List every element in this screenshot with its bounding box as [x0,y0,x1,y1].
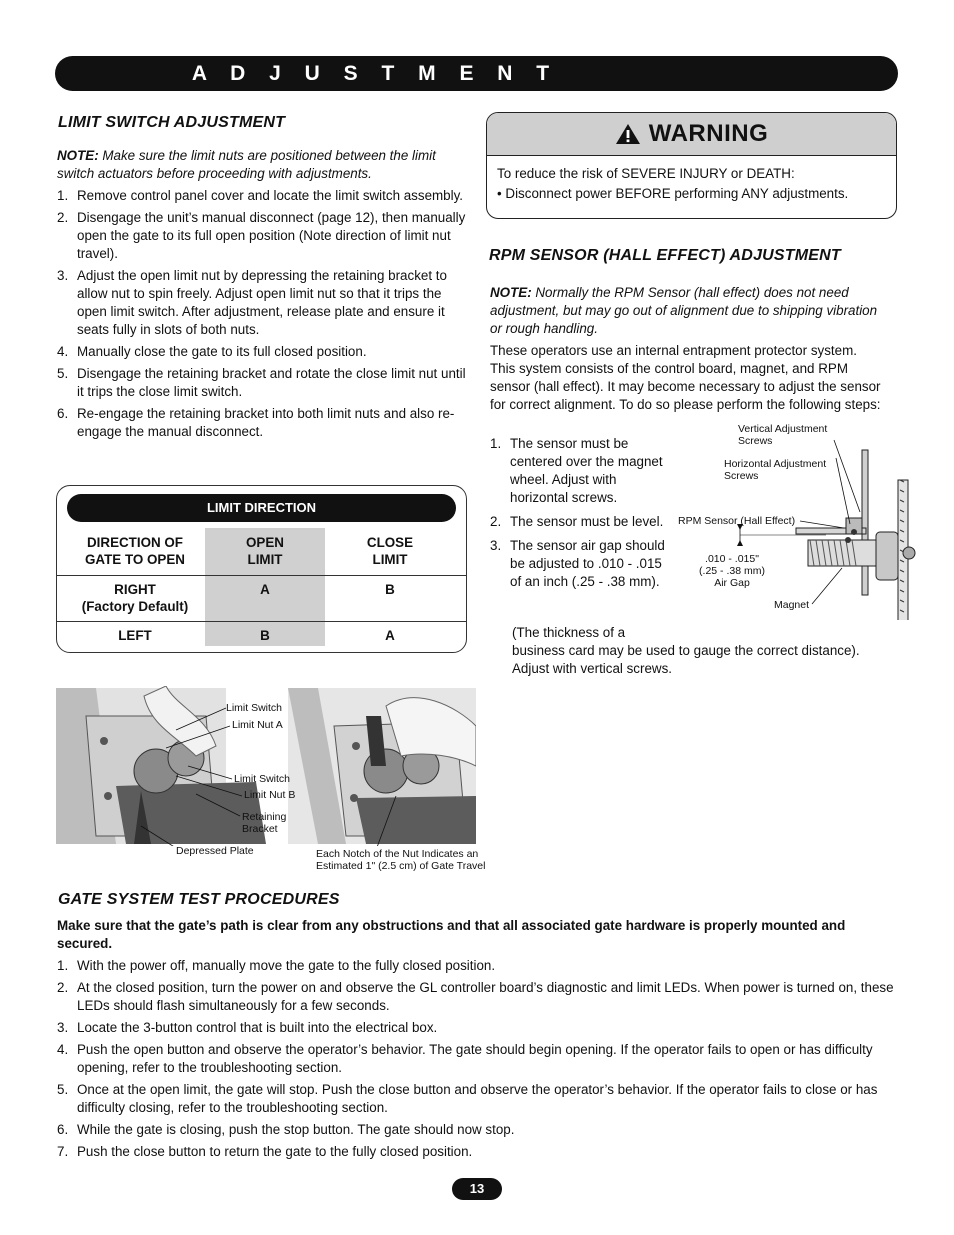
list-item: 6. Re-engage the retaining bracket into both limit nuts and also re-engage the manual disconnect. [57,406,455,439]
warning-triangle-icon [615,122,641,146]
warning-title: WARNING [648,120,769,147]
rpm-step3-continued-b: business card may be used to gauge the correct distance). Adjust with vertical screws. [512,643,860,676]
rpm-step3-continued-a: (The thickness of a [512,625,626,640]
list-item: 5. Once at the open limit, the gate will stop. Push the close button and observe the operator’s behavior. If the operator fails to close or has difficulty closing, refer to the troubleshooting section. [57,1082,878,1115]
page-number: 13 [452,1178,502,1200]
limit-switch-steps [57,187,467,441]
list-item: 3. Adjust the open limit nut by depressing the retaining bracket to allow nut to spin freely. Adjust open limit nut so that it trips the open limit switch. After adjustment, release plate and ensure it seats fully in slots of both nuts. [57,268,447,337]
label-notch-note: Each Notch of the Nut Indicates an Estimated 1" (2.5 cm) of Gate Travel [316,848,486,872]
label-vertical-screws: Vertical Adjustment Screws [738,423,828,447]
page-title-banner [55,56,898,91]
label-limit-switch-2: Limit Switch [234,773,291,785]
list-item: 4. Manually close the gate to its full closed position. [57,344,367,359]
table-header: LIMIT DIRECTION [67,494,456,522]
list-item: 3. The sensor air gap should be adjusted to .010 - .015 of an inch (.25 - .38 mm). [490,538,665,589]
list-item: 2. At the closed position, turn the power on and observe the GL controller board’s diagnostic and limit LEDs. When power is turned on, these LEDs should flash simultaneously for a few seconds. [57,980,894,1013]
label-depressed-plate: Depressed Plate [176,845,254,857]
table-cell: RIGHT (Factory Default) [81,582,189,614]
warning-box [486,112,897,219]
label-horizontal-screws: Horizontal Adjustment Screws [724,458,827,482]
list-item: 4. Push the open button and observe the operator’s behavior. The gate should begin opening. If the operator fails to open or has difficulty opening, refer to the troubleshooting section. [57,1042,873,1075]
limit-switch-photo-right [288,688,476,844]
table-cell: LEFT [118,628,152,643]
rpm-sensor-section [490,284,885,418]
list-item: 1. The sensor must be centered over the magnet wheel. Adjust with horizontal screws. [490,436,663,505]
table-cell: B [385,582,395,597]
gate-test-lead: Make sure that the gate’s path is clear from any obstructions and that all associated gate hardware is properly mounted and secured. [57,918,846,951]
gate-test-steps [57,957,897,1161]
gate-test-heading: GATE SYSTEM TEST PROCEDURES [58,891,340,908]
page-title: A D J U S T M E N T [191,62,559,85]
rpm-intro: These operators use an internal entrapment protector system. This system consists of the control board, magnet, and RPM sensor (hall effect). It may become necessary to adjust the sensor for correct alignment. To do so please perform the following steps: [490,343,881,412]
label-air-gap: .010 - .015" (.25 - .38 mm) Air Gap [699,553,765,589]
gate-test-section [57,917,897,1165]
limit-direction-table [56,485,467,653]
warning-header [487,113,896,156]
list-item: 6. While the gate is closing, push the stop button. The gate should now stop. [57,1122,515,1137]
list-item: 7. Push the close button to return the gate to the fully closed position. [57,1144,473,1159]
label-magnet: Magnet [774,599,810,611]
list-item: 5. Disengage the retaining bracket and rotate the close limit nut until it trips the close limit switch. [57,366,466,399]
label-retaining-bracket: Retaining Bracket [242,811,287,835]
warning-body [487,156,896,212]
label-limit-switch-1: Limit Switch [226,702,283,714]
table-cell: A [385,628,395,643]
limit-switch-section [57,147,467,445]
divider [57,621,467,622]
label-rpm-sensor: RPM Sensor (Hall Effect) [678,515,796,527]
column-header-close: CLOSE LIMIT [366,535,414,567]
limit-switch-heading: LIMIT SWITCH ADJUSTMENT [58,114,286,131]
divider [57,575,467,576]
rpm-steps [490,435,675,595]
list-item: 3. Locate the 3-button control that is built into the electrical box. [57,1020,438,1035]
warning-text: • Disconnect power BEFORE performing ANY adjustments. [497,186,849,201]
rpm-sensor-heading: RPM SENSOR (HALL EFFECT) ADJUSTMENT [489,247,841,264]
column-header-open: OPEN LIMIT [246,535,284,567]
label-limit-nut-a: Limit Nut A [232,719,283,731]
list-item: 1. With the power off, manually move the gate to the fully closed position. [57,958,496,973]
list-item: 2. The sensor must be level. [490,514,664,529]
list-item: 2. Disengage the unit’s manual disconnect (page 12), then manually open the gate to its full open position (Note direction of limit nut travel). [57,210,466,261]
table-cell: A [260,582,270,597]
rpm-note: NOTE: Normally the RPM Sensor (hall effect) does not need adjustment, but may go out of alignment due to shipping vibration or rough handling. [490,285,878,336]
warning-text: To reduce the risk of SEVERE INJURY or DEATH: [497,166,795,181]
list-item: 1. Remove control panel cover and locate the limit switch assembly. [57,188,464,203]
table-cell: B [260,628,270,643]
limit-switch-note: NOTE: Make sure the limit nuts are positioned between the limit switch actuators before proceeding with adjustments. [57,148,436,181]
label-limit-nut-b: Limit Nut B [244,789,296,801]
column-header-direction: DIRECTION OF GATE TO OPEN [85,535,185,567]
